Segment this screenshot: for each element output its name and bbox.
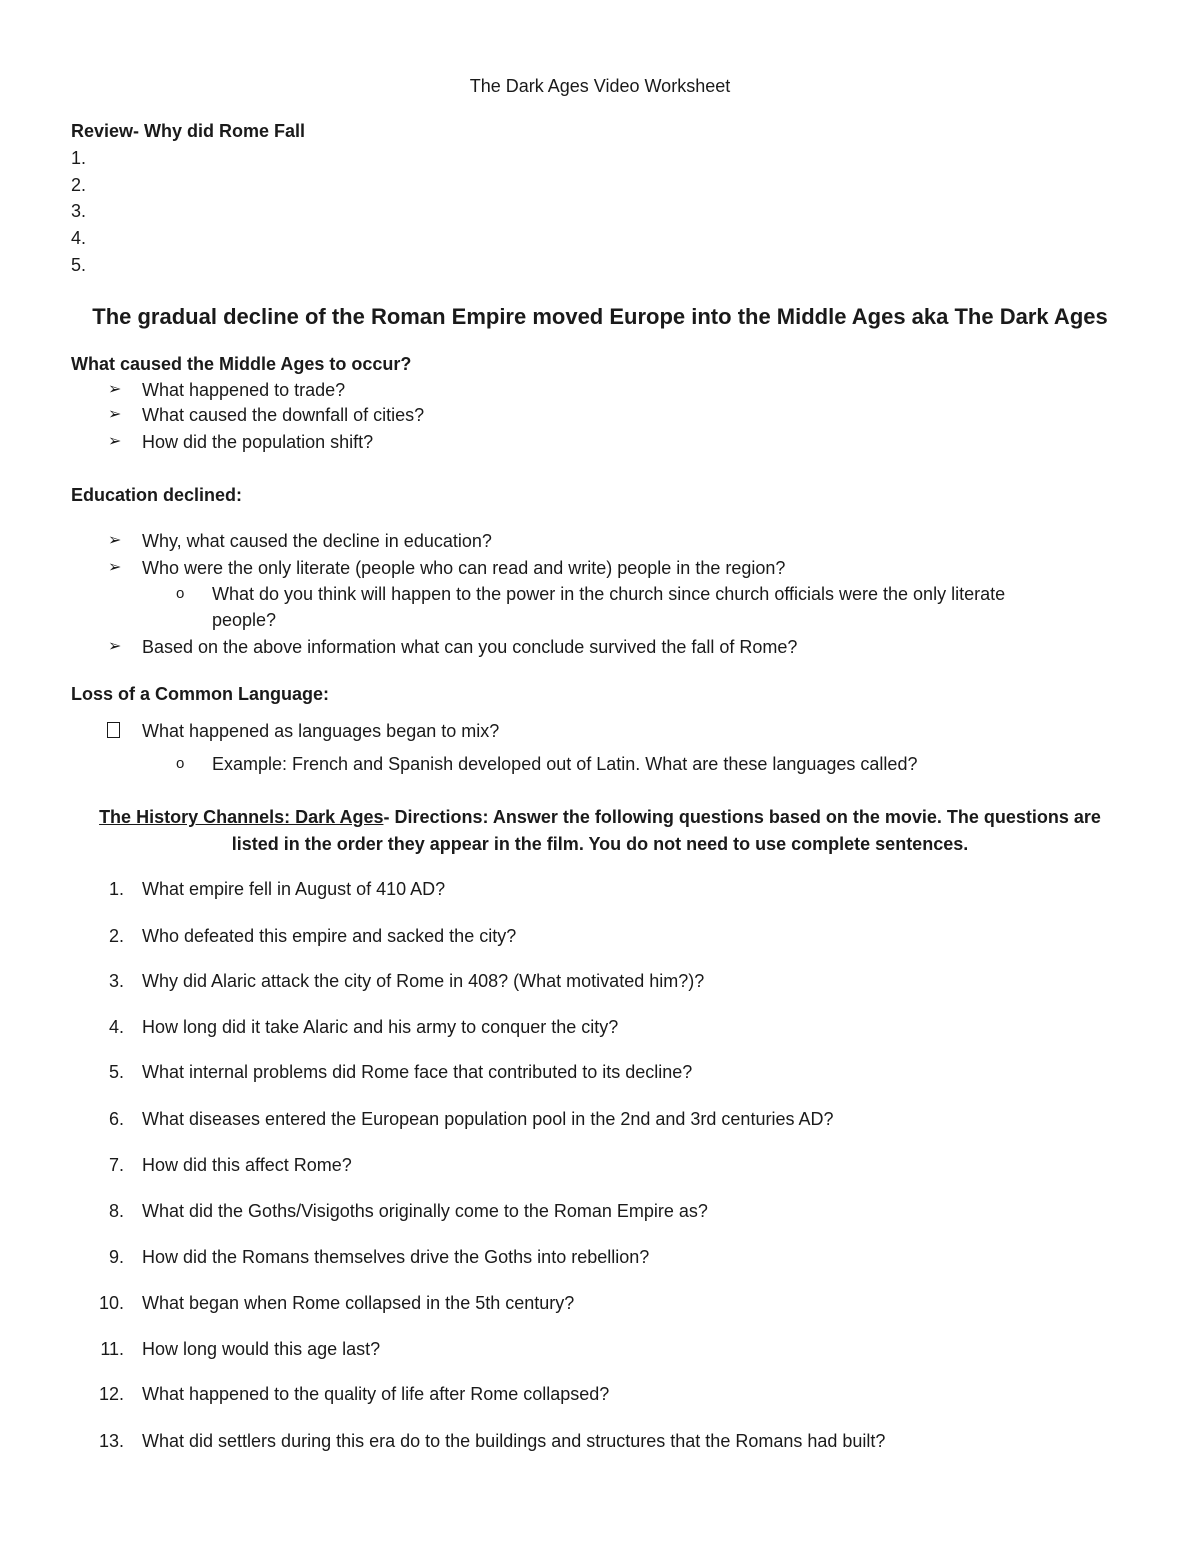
question-text: What did the Goths/Visigoths originally come to the Roman Empire as? <box>142 1201 708 1221</box>
question-number: 2. <box>108 926 124 946</box>
question-text: How did this affect Rome? <box>142 1155 352 1175</box>
missing-glyph-box-icon <box>107 722 120 738</box>
question-number: 9. <box>108 1247 124 1267</box>
section-banner: The gradual decline of the Roman Empire moved Europe into the Middle Ages aka The Dark Ages <box>92 304 1108 329</box>
sub-list-item: What do you think will happen to the power in the church since church officials were the only literate <box>212 584 1006 604</box>
page-title: The Dark Ages Video Worksheet <box>469 76 731 96</box>
question-number: 1. <box>108 879 124 899</box>
arrow-bullet-icon: ➢ <box>108 406 122 423</box>
arrow-bullet-icon: ➢ <box>108 638 122 655</box>
question-text: What began when Rome collapsed in the 5th century? <box>142 1293 575 1313</box>
question-number: 4. <box>108 1017 124 1037</box>
list-item: Based on the above information what can you conclude survived the fall of Rome? <box>142 637 798 657</box>
question-number: 11. <box>100 1339 124 1359</box>
question-number: 7. <box>108 1155 124 1175</box>
question-number: 13. <box>98 1431 124 1451</box>
question-text: What empire fell in August of 410 AD? <box>142 879 446 899</box>
question-number: 8. <box>108 1201 124 1221</box>
question-text: What diseases entered the European population pool in the 2nd and 3rd centuries AD? <box>142 1109 834 1129</box>
question-number: 6. <box>108 1109 124 1129</box>
question-text: What internal problems did Rome face that contributed to its decline? <box>142 1062 693 1082</box>
review-item: 1. <box>71 148 87 168</box>
question-text: Why did Alaric attack the city of Rome in 408? (What motivated him?)? <box>142 971 705 991</box>
review-heading: Review- Why did Rome Fall <box>71 121 306 141</box>
question-text: What happened to the quality of life after Rome collapsed? <box>142 1384 610 1404</box>
question-number: 5. <box>108 1062 124 1082</box>
directions-line-2: listed in the order they appear in the film. You do not need to use complete sentences. <box>231 834 969 854</box>
review-item: 4. <box>71 228 87 248</box>
education-heading: Education declined: <box>71 485 243 505</box>
list-item: Who were the only literate (people who can read and write) people in the region? <box>142 558 786 578</box>
list-item: Why, what caused the decline in education? <box>142 531 492 551</box>
circle-bullet-icon: o <box>176 755 185 772</box>
review-item: 5. <box>71 255 87 275</box>
arrow-bullet-icon: ➢ <box>108 381 122 398</box>
question-number: 10. <box>98 1293 124 1313</box>
question-text: What did settlers during this era do to the buildings and structures that the Romans had built? <box>142 1431 886 1451</box>
sub-list-item: Example: French and Spanish developed out of Latin. What are these languages called? <box>212 754 918 774</box>
list-item: What caused the downfall of cities? <box>142 405 425 425</box>
question-number: 12. <box>98 1384 124 1404</box>
review-item: 3. <box>71 201 87 221</box>
question-text: How long did it take Alaric and his army to conquer the city? <box>142 1017 619 1037</box>
directions-line-1 <box>0 806 1200 828</box>
directions-separator: - <box>383 807 395 827</box>
directions-text: Directions: Answer the following questions based on the movie. The questions are <box>394 807 1101 827</box>
arrow-bullet-icon: ➢ <box>108 433 122 450</box>
question-number: 3. <box>108 971 124 991</box>
list-item: How did the population shift? <box>142 432 374 452</box>
arrow-bullet-icon: ➢ <box>108 532 122 549</box>
language-heading: Loss of a Common Language: <box>71 684 330 704</box>
list-item: What happened as languages began to mix? <box>142 721 500 741</box>
question-text: How did the Romans themselves drive the Goths into rebellion? <box>142 1247 650 1267</box>
causes-heading: What caused the Middle Ages to occur? <box>71 354 412 374</box>
review-item: 2. <box>71 175 87 195</box>
question-text: Who defeated this empire and sacked the city? <box>142 926 517 946</box>
arrow-bullet-icon: ➢ <box>108 559 122 576</box>
list-item: What happened to trade? <box>142 380 346 400</box>
video-source-title: The History Channels: Dark Ages <box>99 807 384 827</box>
sub-list-item-continued: people? <box>212 610 277 630</box>
circle-bullet-icon: o <box>176 585 185 602</box>
question-text: How long would this age last? <box>142 1339 381 1359</box>
